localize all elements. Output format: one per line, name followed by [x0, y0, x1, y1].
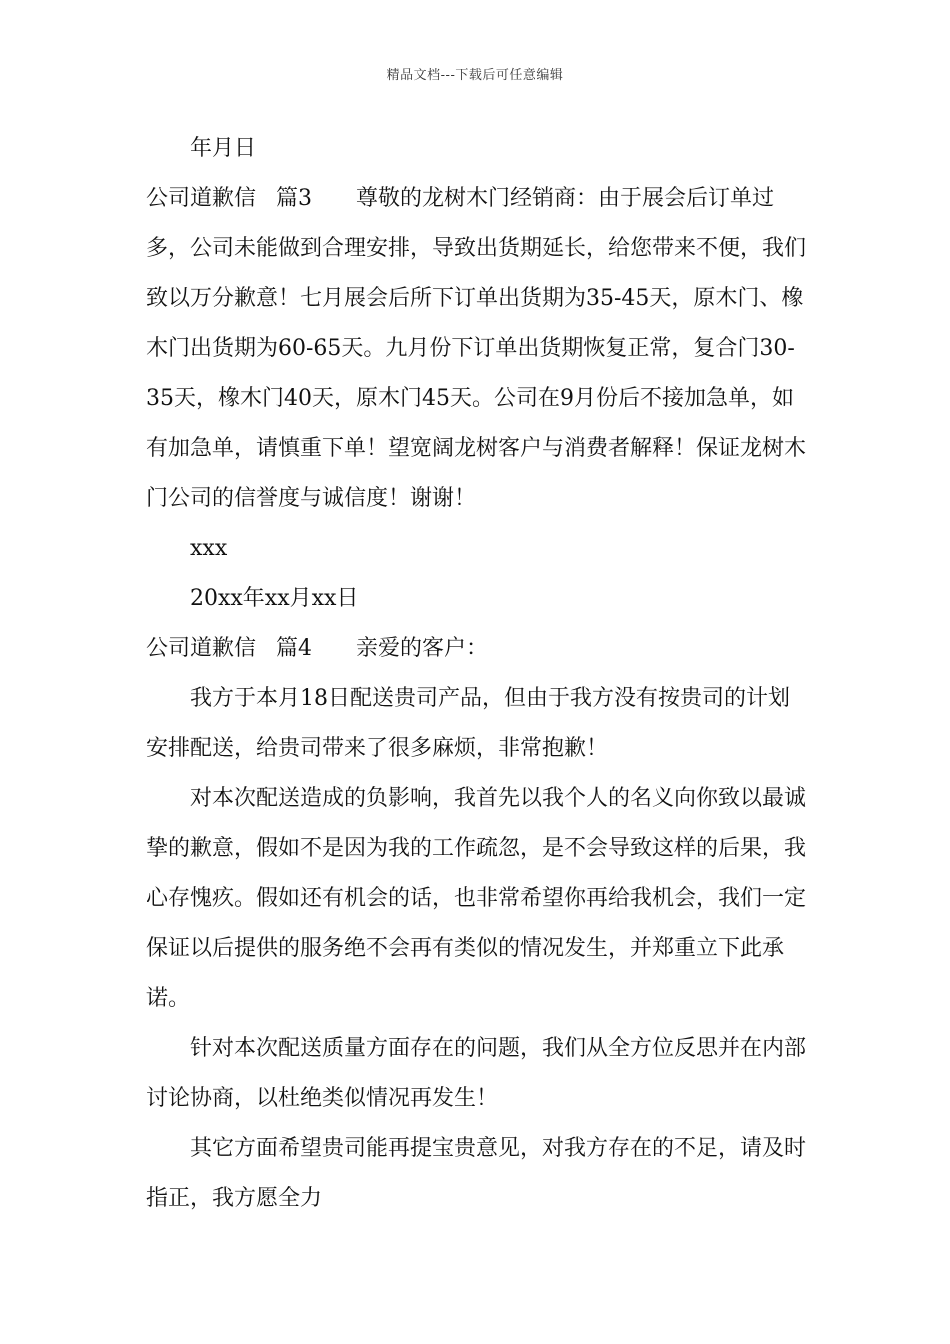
page-header: 精品文档---下载后可任意编辑 — [386, 68, 564, 83]
letter-3 — [146, 174, 810, 524]
date-line: 年月日 — [190, 136, 257, 161]
letter-3-title: 公司道歉信 — [146, 186, 257, 211]
letter-4-greeting: 亲爱的客户： — [356, 636, 489, 661]
letter-4-title: 公司道歉信 — [146, 636, 257, 661]
letter-4-paragraph-4: 其它方面希望贵司能再提宝贵意见，对我方存在的不足，请及时指正，我方愿全力 — [146, 1136, 807, 1211]
letter-3-body: 尊敬的龙树木门经销商：由于展会后订单过多，公司未能做到合理安排，导致出货期延长，给您带来不便，我们致以万分歉意！七月展会后所下订单出货期为35-45天，原木门、橡木门出货期为60-65天。九月份下订单出货期恢复正常，复合门30-35天，橡木门40天，原木门45天。公司在9月份后不接加急单，如有加急单，请慎重下单！望宽阔龙树客户与消费者解释！保证龙树木门公司的信誉度与诚信度！谢谢！ — [146, 186, 807, 511]
signature: xxx — [190, 536, 228, 561]
letter-4-paragraph-1: 我方于本月18日配送贵司产品，但由于我方没有按贵司的计划安排配送，给贵司带来了很多麻烦，非常抱歉！ — [146, 686, 790, 761]
letter-4-paragraph-3: 针对本次配送质量方面存在的问题，我们从全方位反思并在内部讨论协商，以杜绝类似情况再发生！ — [146, 1036, 807, 1111]
letter-4-paragraph-2: 对本次配送造成的负影响，我首先以我个人的名义向你致以最诚挚的歉意，假如不是因为我的工作疏忽，是不会导致这样的后果，我心存愧疚。假如还有机会的话，也非常希望你再给我机会，我们一定保证以后提供的服务绝不会再有类似的情况发生，并郑重立下此承诺。 — [146, 786, 807, 1011]
letter-4-number: 篇4 — [276, 636, 313, 661]
signature-date: 20xx年xx月xx日 — [190, 586, 359, 611]
letter-4-heading — [146, 624, 810, 674]
letter-3-number: 篇3 — [276, 186, 313, 211]
document-body — [146, 124, 810, 1224]
